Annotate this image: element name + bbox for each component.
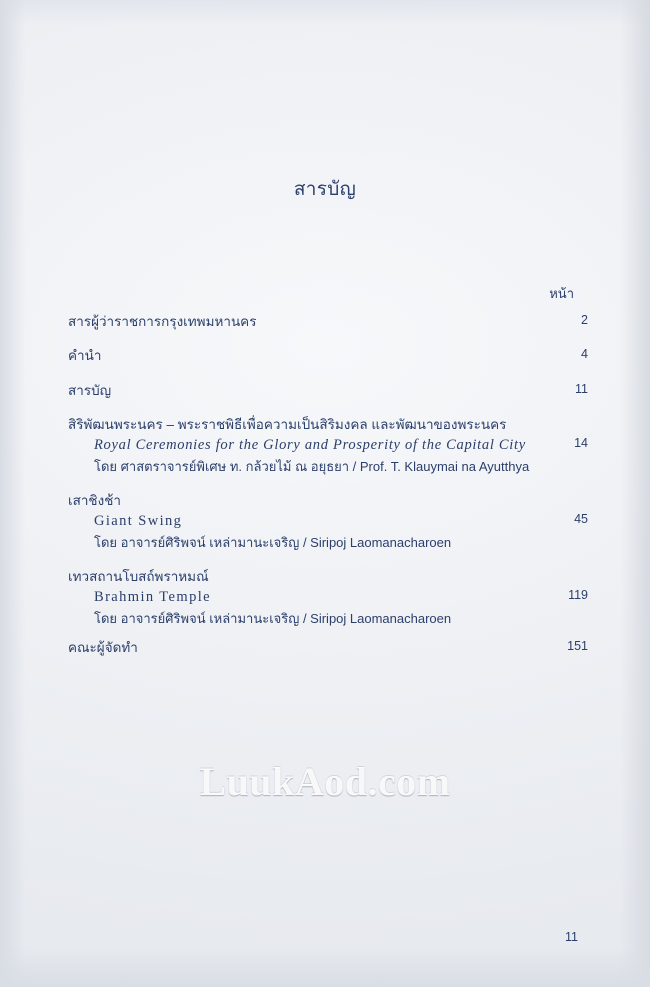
toc-entry[interactable] [68, 567, 588, 629]
page-number: 11 [565, 930, 578, 944]
toc-entry-page: 45 [574, 512, 588, 526]
spacer [68, 479, 588, 491]
toc-entry[interactable] [68, 491, 588, 553]
toc-entry-label: คำนำ [68, 348, 102, 364]
table-of-contents [68, 312, 588, 660]
toc-entry[interactable] [68, 638, 588, 658]
page-column-header: หน้า [549, 286, 574, 301]
toc-entry-label: เสาชิงช้า [68, 492, 121, 508]
page-edge-shading-right [620, 0, 650, 987]
spacer [68, 334, 588, 346]
toc-entry-page: 2 [581, 313, 588, 327]
toc-entry-label: เทวสถานโบสถ์พราหมณ์ [68, 568, 209, 584]
toc-entry-label: สิริพัฒนพระนคร – พระราชพิธีเพื่อความเป็นสิริมงคล และพัฒนาของพระนคร [68, 416, 507, 432]
spacer [68, 555, 588, 567]
toc-entry-author: โดย อาจารย์ศิริพจน์ เหล่ามานะเจริญ / Siripoj Laomanacharoen [94, 534, 452, 550]
toc-entry-page: 4 [581, 347, 588, 362]
toc-entry-page: 14 [574, 436, 588, 450]
spacer [68, 369, 588, 381]
watermark: LuukAod.com [199, 759, 451, 804]
toc-entry-label: คณะผู้จัดทำ [68, 639, 138, 655]
toc-entry-label-english: Brahmin Temple [94, 589, 211, 605]
toc-entry[interactable] [68, 415, 588, 477]
toc-entry-label: สารผู้ว่าราชการกรุงเทพมหานคร [68, 314, 257, 329]
toc-entry[interactable] [68, 346, 588, 366]
toc-entry-label-english: Giant Swing [94, 513, 183, 529]
toc-entry[interactable] [68, 312, 588, 332]
page-title: สารบัญ [293, 179, 357, 200]
spacer [68, 631, 588, 638]
toc-entry-page: 151 [567, 638, 588, 653]
spacer [68, 403, 588, 415]
toc-entry-author: โดย ศาสตราจารย์พิเศษ ท. กล้วยไม้ ณ อยุธยา / Prof. T. Klauymai na Ayutthya [94, 458, 530, 474]
toc-entry[interactable] [68, 381, 588, 401]
page-edge-shading-bottom [0, 947, 650, 987]
toc-entry-label-english: Royal Ceremonies for the Glory and Prosperity of the Capital City [94, 437, 526, 453]
toc-entry-author: โดย อาจารย์ศิริพจน์ เหล่ามานะเจริญ / Siripoj Laomanacharoen [94, 610, 452, 626]
page-edge-shading-left [0, 0, 26, 987]
page-edge-shading-top [0, 0, 650, 26]
toc-entry-label: สารบัญ [68, 382, 112, 398]
toc-entry-page: 119 [568, 588, 588, 602]
toc-entry-page: 11 [575, 381, 588, 396]
